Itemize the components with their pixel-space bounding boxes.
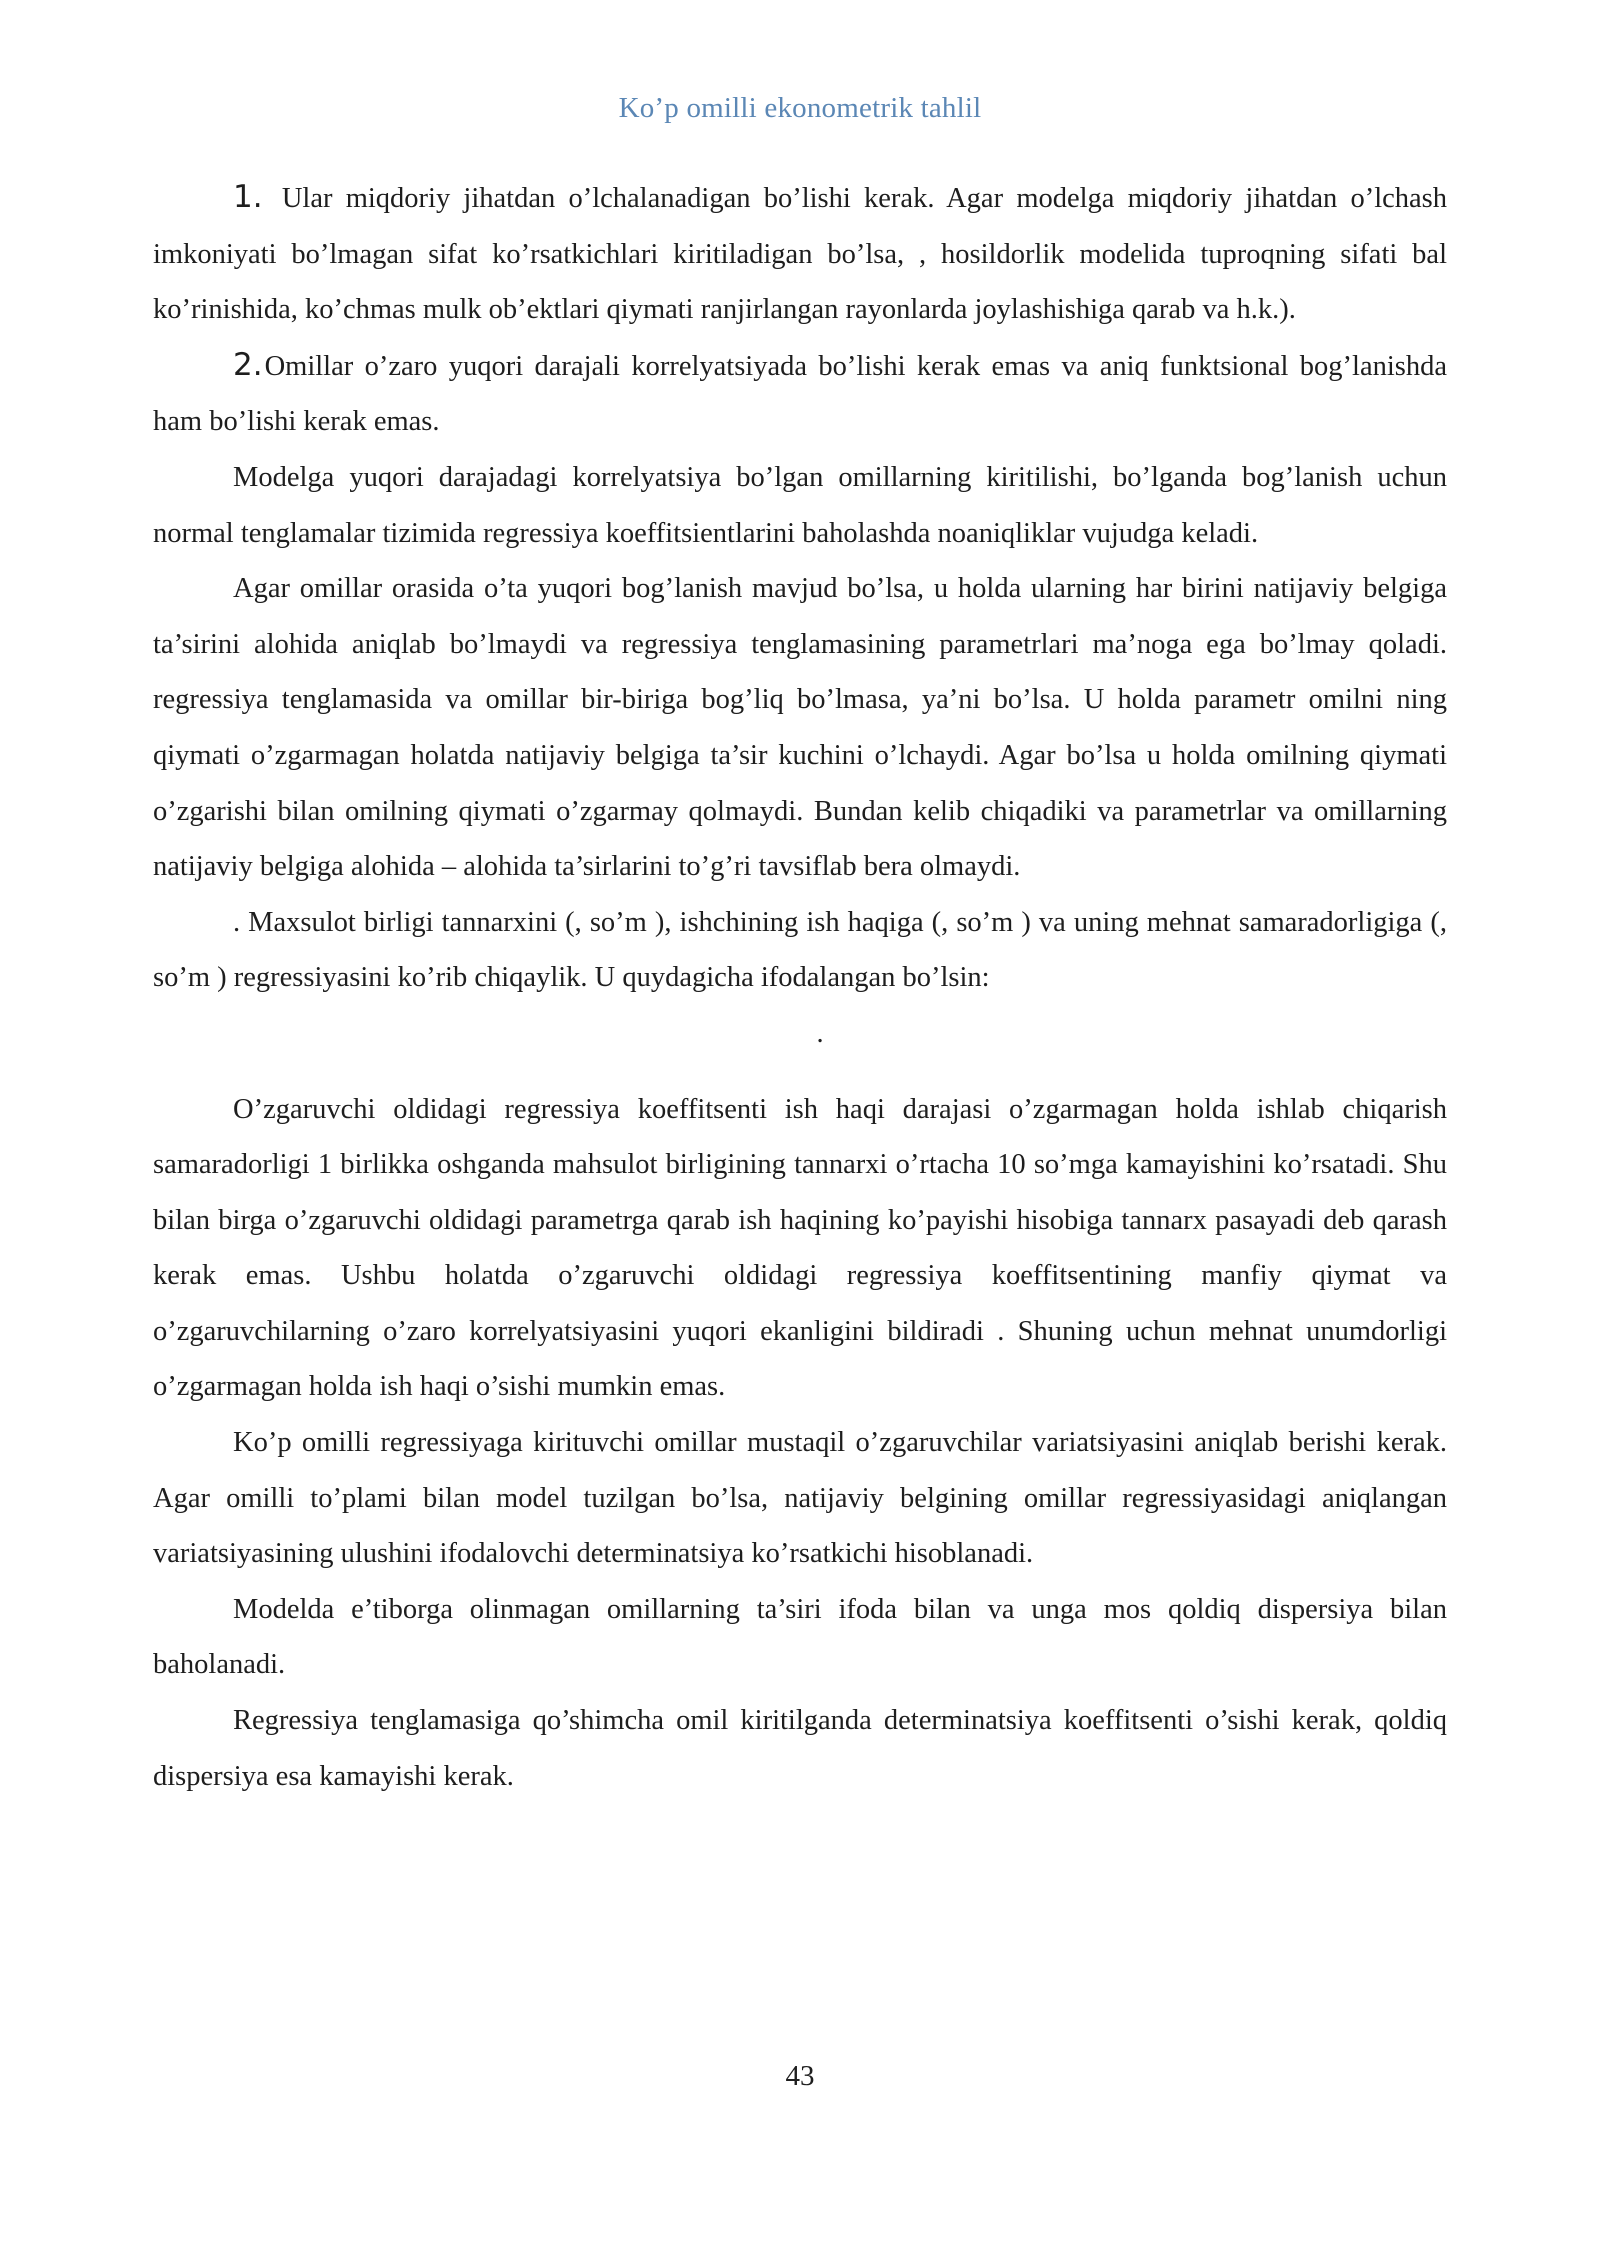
paragraph: Agar omillar orasida o’ta yuqori bog’lanish mavjud bo’lsa, u holda ularning har birini natijaviy belgiga ta’sirini alohida aniqlab bo’lmaydi va regressiya tenglamasining parametrlari ma’noga ega bo’lmay qoladi. regressiya tenglamasida va omillar bir-biriga bog’liq bo’lmasa, ya’ni bo’lsa. U holda parametr omilni ning qiymati o’zgarmagan holatda natijaviy belgiga ta’sir kuchini o’lchaydi. Agar bo’lsa u holda omilning qiymati o’zgarishi bilan omilning qiymati o’zgarmay qolmaydi. Bundan kelib chiqadiki va parametrlar va omillarning natijaviy belgiga alohida – alohida ta’sirlarini to’g’ri tavsiflab bera olmaydi. xyxy=(153,573,1447,883)
paragraph-list-item-2 xyxy=(153,338,1447,450)
paragraph: Modelda e’tiborga olinmagan omillarning ta’siri ifoda bilan va unga mos qoldiq dispersiya bilan baholanadi. xyxy=(153,1593,1447,1681)
paragraph: Regressiya tenglamasiga qo’shimcha omil kiritilganda determinatsiya koeffitsenti o’sishi kerak, qoldiq dispersiya esa kamayishi kerak. xyxy=(153,1705,1447,1792)
running-header: Ko’p omilli ekonometrik tahlil xyxy=(618,92,982,124)
page-number: 43 xyxy=(785,2060,815,2092)
paragraph: O’zgaruvchi oldidagi regressiya koeffitsenti ish haqi darajasi o’zgarmagan holda ishlab chiqarish samaradorligi 1 birlikka oshganda mahsulot birligining tannarxi o’rtacha 10 so’mga kamayishini ko’rsatadi. Shu bilan birga o’zgaruvchi oldidagi parametrga qarab ish haqining ko’payishi hisobiga tannarx pasayadi deb qarash kerak emas. Ushbu holatda o’zgaruvchi oldidagi regressiya koeffitsentining manfiy qiymat va o’zgaruvchilarning o’zaro korrelyatsiyasini yuqori ekanligini bildiradi . Shuning uchun mehnat unumdorligi o’zgarmagan holda ish haqi o’sishi mumkin emas. xyxy=(153,1093,1447,1403)
list-number: 1. xyxy=(233,179,263,215)
spacer xyxy=(153,1062,1447,1082)
list-number: 2. xyxy=(233,346,263,383)
paragraph-text: Omillar o’zaro yuqori darajali korrelyatsiyada bo’lishi kerak emas va aniq funktsional bog’lanishda ham bo’lishi kerak emas. xyxy=(153,350,1447,438)
paragraph: Modelga yuqori darajadagi korrelyatsiya bo’lgan omillarning kiritilishi, bo’lganda bog’lanish uchun normal tenglamalar tizimida regressiya koeffitsientlarini baholashda noaniqliklar vujudga keladi. xyxy=(153,461,1447,549)
body-text xyxy=(153,170,1447,1804)
formula-placeholder: . xyxy=(816,1017,824,1049)
paragraph: Ko’p omilli regressiyaga kirituvchi omillar mustaqil o’zgaruvchilar variatsiyasini aniqlab berishi kerak. Agar omilli to’plami bilan model tuzilgan bo’lsa, natijaviy belgining omillar regressiyasidagi aniqlangan variatsiyasining ulushini ifodalovchi determinatsiya ko’rsatkichi hisoblanadi. xyxy=(153,1427,1447,1570)
paragraph-text: Ular miqdoriy jihatdan o’lchalanadigan bo’lishi kerak. Agar modelga miqdoriy jihatdan o’lchash imkoniyati bo’lmagan sifat ko’rsatkichlari kiritiladigan bo’lsa, , hosildorlik modelida tuproqning sifati bal ko’rinishida, ko’chmas mulk ob’ektlari qiymati ranjirlangan rayonlarda joylashishiga qarab va h.k.). xyxy=(153,183,1448,326)
paragraph: . Maxsulot birligi tannarxini (, so’m ), ishchining ish haqiga (, so’m ) va uning mehnat samaradorligiga (, so’m ) regressiyasini ko’rib chiqaylik. U quydagicha ifodalangan bo’lsin: xyxy=(153,906,1447,994)
paragraph-list-item-1 xyxy=(153,170,1447,338)
